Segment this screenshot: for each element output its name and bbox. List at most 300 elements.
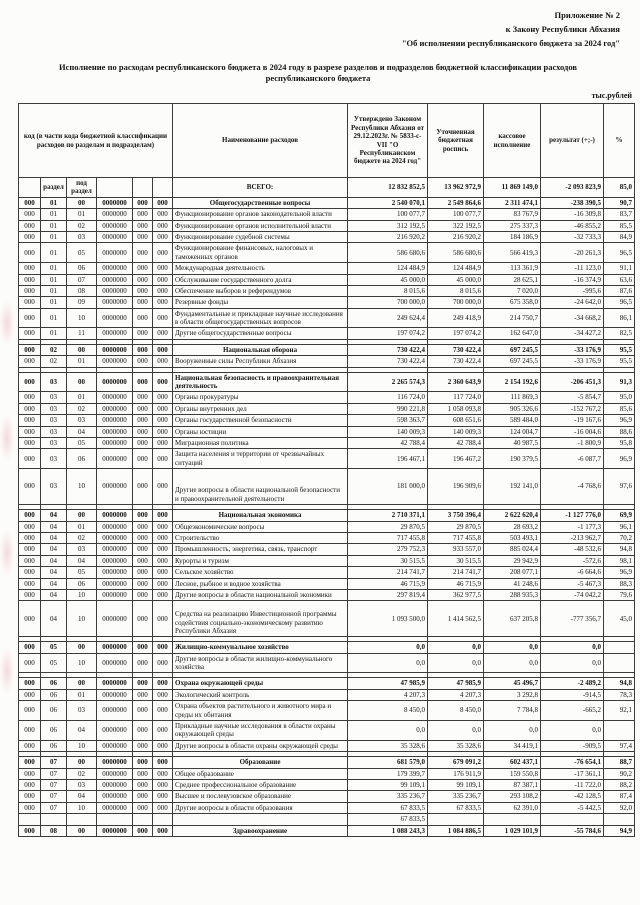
table-row: [19, 768, 635, 779]
code-cell: 000: [153, 791, 173, 802]
approved-value: 45 000,0: [348, 274, 428, 285]
code-cell: 000: [153, 209, 173, 220]
percent-value: 86,1: [604, 308, 635, 328]
code-cell: 02: [41, 356, 67, 367]
expense-name: Резервные фонды: [173, 297, 348, 308]
code-cell: 0000000: [97, 510, 133, 521]
code-cell: 01: [67, 392, 97, 403]
table-row: [19, 721, 635, 741]
code-cell: 000: [19, 791, 41, 802]
code-cell: 000: [153, 555, 173, 566]
percent-value: 95,5: [604, 356, 635, 367]
code-cell: 00: [67, 510, 97, 521]
code-cell: 01: [67, 689, 97, 700]
result-value: -48 532,6: [541, 544, 604, 555]
code-cell: 0000000: [97, 567, 133, 578]
result-value: -46 855,2: [541, 220, 604, 231]
expense-name: Жилищно-коммунальное хозяйство: [173, 642, 348, 653]
code-cell: [153, 178, 173, 198]
table-row: [19, 701, 635, 721]
approved-value: 42 788,4: [348, 437, 428, 448]
code-cell: 000: [133, 740, 153, 751]
code-cell: 00: [67, 678, 97, 689]
result-value: -206 451,3: [541, 372, 604, 392]
units-label: тыс.рублей: [591, 91, 632, 100]
code-cell: 000: [133, 437, 153, 448]
percent-value: 63,6: [604, 274, 635, 285]
result-value: -6 087,7: [541, 449, 604, 469]
code-cell: 02: [67, 532, 97, 543]
subheader-podrazdel: под раздел: [67, 178, 97, 198]
table-row: [19, 285, 635, 296]
code-cell: 01: [41, 197, 67, 208]
appendix-line: Приложение № 2: [554, 10, 620, 20]
column-header-code: код (в части кода бюджетной классификации расходов по разделам и подразделам): [19, 104, 173, 178]
code-cell: 01: [41, 263, 67, 274]
result-value: -6 664,6: [541, 567, 604, 578]
percent-value: 96,1: [604, 521, 635, 532]
approved-value: 0,0: [348, 642, 428, 653]
code-cell: [41, 814, 67, 825]
code-cell: 000: [133, 231, 153, 242]
code-cell: 06: [41, 740, 67, 751]
cash-value: 29 942,9: [484, 555, 541, 566]
revised-value: 176 911,9: [428, 768, 484, 779]
code-cell: 02: [67, 768, 97, 779]
code-cell: 000: [19, 689, 41, 700]
result-value: -20 261,3: [541, 243, 604, 263]
code-cell: 08: [67, 285, 97, 296]
expense-name: Органы юстиции: [173, 426, 348, 437]
approved-value: 67 833,5: [348, 802, 428, 813]
code-cell: 000: [153, 243, 173, 263]
code-cell: 04: [67, 791, 97, 802]
expense-name: Обслуживание государственного долга: [173, 274, 348, 285]
code-cell: 01: [67, 356, 97, 367]
percent-value: 87,4: [604, 791, 635, 802]
cash-value: 1 029 101,9: [484, 825, 541, 836]
code-cell: 01: [41, 209, 67, 220]
revised-value: 1 414 562,5: [428, 601, 484, 637]
code-cell: 000: [133, 678, 153, 689]
expense-name: Национальная оборона: [173, 344, 348, 355]
code-cell: 000: [133, 768, 153, 779]
approved-value: 730 422,4: [348, 344, 428, 355]
code-cell: 000: [153, 701, 173, 721]
percent-value: [604, 721, 635, 741]
revised-value: 30 515,5: [428, 555, 484, 566]
cash-value: 293 108,2: [484, 791, 541, 802]
code-cell: 000: [19, 344, 41, 355]
code-cell: 000: [133, 791, 153, 802]
table-row: [19, 469, 635, 505]
code-cell: 04: [41, 567, 67, 578]
result-value: -34 668,2: [541, 308, 604, 328]
cash-value: 214 750,7: [484, 308, 541, 328]
code-cell: 000: [133, 779, 153, 790]
cash-value: 190 379,5: [484, 449, 541, 469]
revised-value: 8 015,6: [428, 285, 484, 296]
cash-value: 7 784,8: [484, 701, 541, 721]
scan-artifact: [0, 415, 14, 461]
result-value: -16 374,9: [541, 274, 604, 285]
code-cell: 0000000: [97, 197, 133, 208]
code-cell: 000: [133, 308, 153, 328]
code-cell: 0000000: [97, 392, 133, 403]
expense-name: Среднее профессиональное образование: [173, 779, 348, 790]
percent-value: 96,9: [604, 567, 635, 578]
code-cell: 000: [153, 328, 173, 339]
revised-value: 362 977,5: [428, 589, 484, 600]
code-cell: 000: [19, 701, 41, 721]
expense-name: Обеспечение выборов и референдумов: [173, 285, 348, 296]
code-cell: 000: [153, 825, 173, 836]
code-cell: 000: [153, 344, 173, 355]
code-cell: 000: [19, 328, 41, 339]
scan-artifact: [0, 648, 14, 694]
cash-value: 675 358,0: [484, 297, 541, 308]
expense-name: Высшее и послевузовское образование: [173, 791, 348, 802]
code-cell: [19, 814, 41, 825]
code-cell: 03: [67, 415, 97, 426]
code-cell: 000: [133, 802, 153, 813]
percent-value: 96,5: [604, 243, 635, 263]
revised-value: 140 009,3: [428, 426, 484, 437]
revised-value: [428, 814, 484, 825]
code-cell: 0000000: [97, 274, 133, 285]
code-cell: 0000000: [97, 415, 133, 426]
revised-value: 608 651,6: [428, 415, 484, 426]
cash-value: 602 437,1: [484, 757, 541, 768]
percent-value: 88,6: [604, 426, 635, 437]
code-cell: 000: [153, 601, 173, 637]
percent-value: 96,9: [604, 449, 635, 469]
code-cell: 00: [67, 825, 97, 836]
result-value: -16 309,8: [541, 209, 604, 220]
code-cell: 0000000: [97, 297, 133, 308]
code-cell: 000: [153, 567, 173, 578]
code-cell: 0000000: [97, 601, 133, 637]
code-cell: 000: [19, 392, 41, 403]
revised-value: 45 000,0: [428, 274, 484, 285]
revised-value: 124 484,9: [428, 263, 484, 274]
revised-value: 214 741,7: [428, 567, 484, 578]
approved-value: 124 484,9: [348, 263, 428, 274]
code-cell: 000: [133, 601, 153, 637]
code-cell: 03: [41, 426, 67, 437]
percent-value: 96,5: [604, 297, 635, 308]
revised-value: 717 455,8: [428, 532, 484, 543]
code-cell: 0000000: [97, 578, 133, 589]
code-cell: 01: [41, 308, 67, 328]
percent-value: 91,3: [604, 372, 635, 392]
code-cell: 000: [19, 779, 41, 790]
percent-value: 88,2: [604, 779, 635, 790]
code-cell: 0000000: [97, 642, 133, 653]
cash-value: 83 767,9: [484, 209, 541, 220]
section-row: [19, 642, 635, 653]
approved-value: 30 515,5: [348, 555, 428, 566]
expense-name: Другие вопросы в области национальной экономики: [173, 589, 348, 600]
code-cell: 04: [67, 721, 97, 741]
code-cell: 000: [19, 567, 41, 578]
code-cell: 000: [133, 285, 153, 296]
revised-value: 35 328,6: [428, 740, 484, 751]
section-row: [19, 510, 635, 521]
code-cell: 000: [153, 308, 173, 328]
code-cell: 000: [153, 285, 173, 296]
code-cell: 10: [67, 308, 97, 328]
code-cell: 02: [41, 344, 67, 355]
revised-value: 47 985,9: [428, 678, 484, 689]
expense-name: Органы внутренних дел: [173, 403, 348, 414]
code-cell: 000: [19, 415, 41, 426]
column-header-percent: %: [604, 104, 635, 178]
appendix-line: к Закону Республики Абхазия: [505, 24, 620, 34]
expense-name: Вооруженные силы Республики Абхазия: [173, 356, 348, 367]
cash-value: 41 248,6: [484, 578, 541, 589]
code-cell: 04: [41, 521, 67, 532]
code-cell: 000: [133, 197, 153, 208]
code-cell: 000: [133, 344, 153, 355]
revised-value: 249 418,9: [428, 308, 484, 328]
code-cell: 000: [19, 231, 41, 242]
result-value: -34 427,2: [541, 328, 604, 339]
code-cell: 000: [153, 426, 173, 437]
code-cell: 000: [19, 308, 41, 328]
subheader-razdel: раздел: [41, 178, 67, 198]
code-cell: 10: [67, 601, 97, 637]
appendix-line: "Об исполнении республиканского бюджета за 2024 год": [401, 38, 620, 48]
percent-value: 88,7: [604, 757, 635, 768]
cash-value: 87 387,1: [484, 779, 541, 790]
table-row: [19, 297, 635, 308]
code-cell: 000: [153, 510, 173, 521]
code-cell: 06: [67, 263, 97, 274]
code-cell: 000: [19, 263, 41, 274]
table-row: [19, 601, 635, 637]
revised-value: 197 074,2: [428, 328, 484, 339]
result-value: -74 042,2: [541, 589, 604, 600]
cash-value: [484, 814, 541, 825]
code-cell: 01: [67, 521, 97, 532]
revised-value: 4 207,3: [428, 689, 484, 700]
code-cell: 000: [153, 372, 173, 392]
code-cell: 000: [153, 678, 173, 689]
expense-name: [173, 814, 348, 825]
code-cell: 03: [41, 469, 67, 505]
percent-value: 98,1: [604, 555, 635, 566]
code-cell: 05: [67, 437, 97, 448]
percent-value: 90,2: [604, 768, 635, 779]
expense-name: Экологический контроль: [173, 689, 348, 700]
code-cell: 000: [133, 567, 153, 578]
approved-value: 1 093 500,0: [348, 601, 428, 637]
table-row: [19, 403, 635, 414]
result-value: -55 784,6: [541, 825, 604, 836]
code-cell: 000: [133, 653, 153, 673]
table-row: [19, 263, 635, 274]
code-cell: 08: [41, 825, 67, 836]
code-cell: 07: [41, 791, 67, 802]
cash-value: 0,0: [484, 642, 541, 653]
code-cell: 0000000: [97, 802, 133, 813]
total-label: ВСЕГО:: [173, 178, 348, 198]
cash-value: 28 693,2: [484, 521, 541, 532]
code-cell: 000: [133, 689, 153, 700]
percent-value: 87,6: [604, 285, 635, 296]
code-cell: 01: [67, 209, 97, 220]
result-value: -24 642,0: [541, 297, 604, 308]
expense-name: Другие общегосударственные вопросы: [173, 328, 348, 339]
table-row: [19, 555, 635, 566]
code-cell: 0000000: [97, 589, 133, 600]
approved-value: 598 363,7: [348, 415, 428, 426]
expense-name: Строительство: [173, 532, 348, 543]
result-value: -2 489,2: [541, 678, 604, 689]
appendix-note: [402, 8, 620, 50]
code-cell: 000: [133, 757, 153, 768]
result-value: [541, 814, 604, 825]
code-cell: 000: [153, 544, 173, 555]
percent-value: 95,0: [604, 392, 635, 403]
table-row: [19, 243, 635, 263]
approved-value: 249 624,4: [348, 308, 428, 328]
code-cell: 000: [133, 555, 153, 566]
cash-value: 7 020,0: [484, 285, 541, 296]
code-cell: 04: [41, 578, 67, 589]
code-cell: 10: [67, 653, 97, 673]
revised-value: 933 557,0: [428, 544, 484, 555]
approved-value: 214 741,7: [348, 567, 428, 578]
page-title: Исполнение по расходам республиканского бюджета в 2024 году в разрезе разделов и подразделов бюджетной классификации расходов республиканского бюджета: [59, 62, 577, 83]
code-cell: 07: [41, 768, 67, 779]
code-cell: 03: [67, 544, 97, 555]
code-cell: 000: [153, 415, 173, 426]
code-cell: 000: [19, 740, 41, 751]
code-cell: 09: [67, 297, 97, 308]
code-cell: 000: [153, 642, 173, 653]
code-cell: 04: [41, 589, 67, 600]
code-cell: 06: [67, 449, 97, 469]
expense-name: Функционирование органов законодательной власти: [173, 209, 348, 220]
result-value: -19 167,6: [541, 415, 604, 426]
revised-value: 99 109,1: [428, 779, 484, 790]
code-cell: 0000000: [97, 372, 133, 392]
column-header-result: результат (+;-): [541, 104, 604, 178]
code-cell: 0000000: [97, 437, 133, 448]
revised-value: 2 360 643,9: [428, 372, 484, 392]
cash-value: 566 419,3: [484, 243, 541, 263]
code-cell: 000: [19, 532, 41, 543]
approved-value: 99 109,1: [348, 779, 428, 790]
expense-name: Другие вопросы в области образования: [173, 802, 348, 813]
cash-value: 0,0: [484, 653, 541, 673]
code-cell: 03: [67, 231, 97, 242]
revised-value: 700 000,0: [428, 297, 484, 308]
code-cell: 0000000: [97, 356, 133, 367]
code-cell: 000: [19, 197, 41, 208]
code-cell: 0000000: [97, 653, 133, 673]
table-row: [19, 220, 635, 231]
percent-value: 85,6: [604, 403, 635, 414]
code-cell: 04: [41, 601, 67, 637]
code-cell: 0000000: [97, 403, 133, 414]
code-cell: 000: [153, 721, 173, 741]
revised-value: 117 724,0: [428, 392, 484, 403]
approved-value: 1 088 243,3: [348, 825, 428, 836]
code-cell: 01: [41, 231, 67, 242]
cash-value: 113 361,9: [484, 263, 541, 274]
budget-table: [18, 103, 635, 837]
table-row: [19, 779, 635, 790]
code-cell: 000: [133, 449, 153, 469]
expense-name: Охрана окружающей среды: [173, 678, 348, 689]
code-cell: 000: [153, 403, 173, 414]
code-cell: 000: [19, 356, 41, 367]
code-cell: 0000000: [97, 328, 133, 339]
percent-value: [604, 653, 635, 673]
approved-value: 196 467,1: [348, 449, 428, 469]
code-cell: 000: [19, 555, 41, 566]
result-value: -33 176,9: [541, 344, 604, 355]
code-cell: 000: [19, 220, 41, 231]
percent-value: 94,8: [604, 544, 635, 555]
code-cell: [67, 814, 97, 825]
code-cell: 000: [153, 297, 173, 308]
table-row: [19, 209, 635, 220]
revised-value: 1 084 886,5: [428, 825, 484, 836]
table-row: [19, 791, 635, 802]
code-cell: [133, 814, 153, 825]
cash-value: 697 245,5: [484, 344, 541, 355]
code-cell: 000: [133, 589, 153, 600]
code-cell: 04: [67, 555, 97, 566]
expense-name: Органы государственной безопасности: [173, 415, 348, 426]
code-cell: 000: [19, 437, 41, 448]
code-cell: 10: [67, 802, 97, 813]
code-cell: 0000000: [97, 231, 133, 242]
code-cell: 0000000: [97, 426, 133, 437]
percent-value: 95,8: [604, 437, 635, 448]
code-cell: 05: [41, 642, 67, 653]
code-cell: 000: [19, 589, 41, 600]
percent-value: 97,6: [604, 469, 635, 505]
code-cell: 07: [41, 802, 67, 813]
cash-value: 40 987,5: [484, 437, 541, 448]
section-row: [19, 678, 635, 689]
result-value: -11 123,0: [541, 263, 604, 274]
code-cell: 000: [19, 642, 41, 653]
code-cell: 000: [19, 403, 41, 414]
code-cell: 000: [153, 220, 173, 231]
code-cell: 000: [133, 426, 153, 437]
code-cell: 00: [67, 757, 97, 768]
code-cell: 03: [67, 701, 97, 721]
column-header-cash: кассовое исполнение: [484, 104, 541, 178]
code-cell: 000: [19, 372, 41, 392]
table-row: [19, 521, 635, 532]
code-cell: 0000000: [97, 544, 133, 555]
code-cell: 000: [153, 653, 173, 673]
code-cell: 000: [153, 437, 173, 448]
percent-value: 69,9: [604, 510, 635, 521]
code-cell: 000: [133, 220, 153, 231]
code-cell: 01: [41, 328, 67, 339]
total-cash: 11 869 149,0: [484, 178, 541, 198]
revised-value: 100 077,7: [428, 209, 484, 220]
expense-name: Органы прокуратуры: [173, 392, 348, 403]
